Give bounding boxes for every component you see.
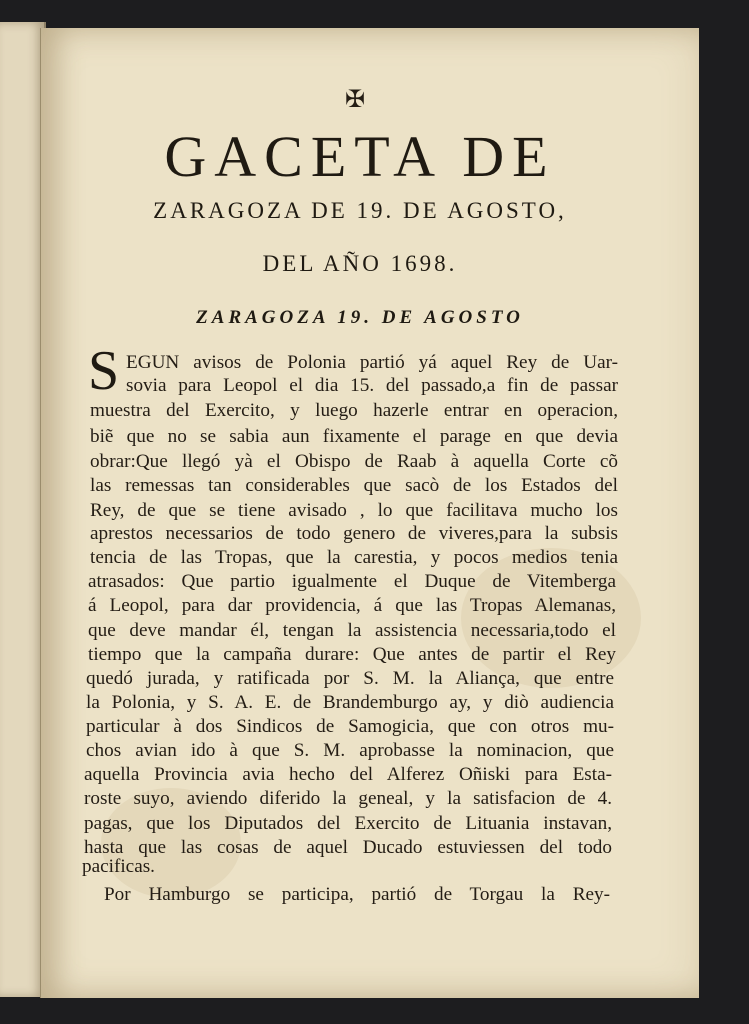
text-line: las remessas tan considerables que sacò de los Estados del bbox=[90, 475, 618, 496]
text-line: hasta que las cosas de aquel Ducado estuviessen del todo bbox=[84, 837, 612, 858]
text-line: muestra del Exercito, y luego hazerle entrar en operacion, bbox=[90, 400, 618, 421]
text-line: á Leopol, para dar providencia, á que las Tropas Alemanas, bbox=[88, 595, 616, 616]
text-line: quedó jurada, y ratificada por S. M. la Aliança, que entre bbox=[86, 668, 614, 689]
text-line: obrar:Que llegó yà el Obispo de Raab à aquella Corte cõ bbox=[90, 451, 618, 472]
text-line: Rey, de que se tiene avisado , lo que facilitava mucho los bbox=[90, 500, 618, 521]
page-subtitle: ZARAGOZA DE 19. DE AGOSTO, bbox=[153, 198, 567, 223]
text-line: aquella Provincia avia hecho del Alferez Oñiski para Esta- bbox=[84, 764, 612, 785]
text-line: Por Hamburgo se participa, partió de Torgau la Rey- bbox=[104, 884, 610, 905]
text-line: biẽ que no se sabia aun fixamente el parage en que devia bbox=[90, 426, 618, 447]
text-line: pacificas. bbox=[82, 856, 155, 877]
text-line: pagas, que los Diputados del Exercito de Lituania instavan, bbox=[84, 813, 612, 834]
drop-cap: S bbox=[88, 340, 120, 402]
text-line: chos avian ido à que S. M. aprobasse la nominacion, que bbox=[86, 740, 614, 761]
text-line: aprestos necessarios de todo genero de viveres,para la subsis bbox=[90, 523, 618, 544]
page-title: GACETA DE bbox=[164, 124, 556, 189]
text-line: que deve mandar él, tengan la assistencia necessaria,todo el bbox=[88, 620, 616, 641]
text-line: sovia para Leopol el dia 15. del passado,a fin de passar bbox=[126, 375, 618, 396]
text-line: particular à dos Sindicos de Samogicia, que con otros mu- bbox=[86, 716, 614, 737]
dateline-heading: ZARAGOZA 19. DE AGOSTO bbox=[196, 307, 524, 328]
text-line: tencia de las Tropas, que la carestia, y pocos medios tenia bbox=[90, 547, 618, 568]
text-line: atrasados: Que partio igualmente el Duque de Vitemberga bbox=[88, 571, 616, 592]
text-line: la Polonia, y S. A. E. de Brandemburgo ay, y diò audiencia bbox=[86, 692, 614, 713]
text-line: tiempo que la campaña durare: Que antes de partir el Rey bbox=[88, 644, 616, 665]
text-line: EGUN avisos de Polonia partió yá aquel Rey de Uar- bbox=[126, 352, 618, 373]
text-line: roste suyo, aviendo diferido la geneal, y la satisfacion de 4. bbox=[84, 788, 612, 809]
year-line: DEL AÑO 1698. bbox=[262, 251, 458, 276]
cross-ornament-icon: ✠ bbox=[344, 85, 366, 113]
